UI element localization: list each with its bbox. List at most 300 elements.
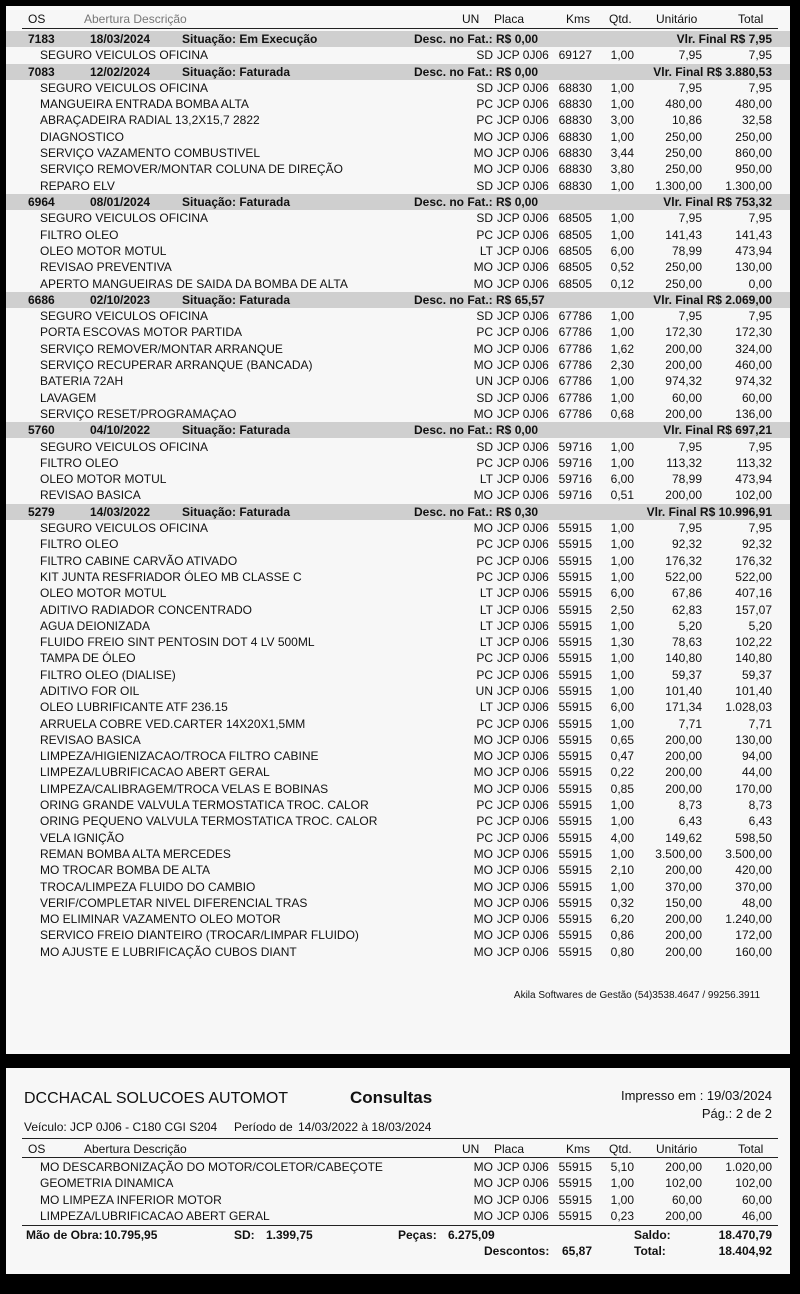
item-km: 55915 [558, 1193, 592, 1207]
item-km: 68830 [558, 113, 592, 127]
item-qty: 3,00 [610, 113, 634, 127]
item-unit: MO [473, 260, 493, 274]
item-km: 67786 [558, 407, 592, 421]
table-row [6, 210, 790, 226]
item-description: FILTRO OLEO [40, 228, 119, 242]
item-description: SERVIÇO REMOVER/MONTAR COLUNA DE DIREÇÃO [40, 162, 343, 176]
item-total: 974,32 [735, 374, 772, 388]
item-total: 160,00 [735, 945, 772, 959]
item-unit-price: 200,00 [665, 912, 702, 926]
table-row [6, 227, 790, 243]
item-qty: 4,00 [610, 831, 634, 845]
table-row [6, 406, 790, 422]
col-qtd: Qtd. [609, 1142, 632, 1156]
item-total: 860,00 [735, 146, 772, 160]
item-total: 141,43 [735, 228, 772, 242]
item-total: 480,00 [735, 97, 772, 111]
item-description: LIMPEZA/HIGIENIZACAO/TROCA FILTRO CABINE [40, 749, 319, 763]
item-unit: MO [473, 896, 493, 910]
item-km: 55915 [558, 1176, 592, 1190]
page-number: Pág.: 2 de 2 [701, 1106, 772, 1121]
table-row [6, 813, 790, 829]
item-description: MO ELIMINAR VAZAMENTO OLEO MOTOR [40, 912, 281, 926]
item-plate: JCP 0J06 [497, 48, 549, 62]
item-unit-price: 78,63 [671, 635, 702, 649]
order-final-value: Vlr. Final R$ 10.996,91 [646, 505, 772, 519]
item-total: 420,00 [735, 863, 772, 877]
order-final-value: Vlr. Final R$ 7,95 [676, 32, 772, 46]
order-header [6, 64, 790, 80]
item-unit-price: 7,95 [678, 81, 702, 95]
item-unit-price: 522,00 [665, 570, 702, 584]
table-row [6, 667, 790, 683]
report-title: Consultas [350, 1088, 433, 1107]
item-total: 6,43 [748, 814, 772, 828]
item-qty: 1,00 [610, 798, 634, 812]
table-row [6, 471, 790, 487]
item-plate: JCP 0J06 [497, 1160, 549, 1174]
item-unit-price: 67,86 [671, 586, 702, 600]
order-header [6, 292, 790, 308]
item-description: SEGURO VEICULOS OFICINA [40, 81, 209, 95]
item-km: 67786 [558, 374, 592, 388]
item-qty: 1,00 [610, 325, 634, 339]
item-km: 68830 [558, 130, 592, 144]
item-qty: 1,00 [610, 684, 634, 698]
item-total: 92,32 [741, 537, 772, 551]
item-qty: 1,00 [610, 81, 634, 95]
item-km: 55915 [558, 782, 592, 796]
item-km: 69127 [558, 48, 592, 62]
item-plate: JCP 0J06 [497, 179, 549, 193]
table-row [6, 1175, 790, 1191]
item-unit: PC [476, 537, 493, 551]
order-discount: Desc. no Fat.: R$ 0,00 [414, 65, 539, 79]
item-unit-price: 176,32 [665, 554, 702, 568]
item-description: ARRUELA COBRE VED.CARTER 14X20X1,5MM [40, 717, 306, 731]
item-total: 176,32 [735, 554, 772, 568]
report-page-1 [6, 6, 790, 1054]
table-row [6, 895, 790, 911]
item-unit: PC [476, 831, 493, 845]
item-plate: JCP 0J06 [497, 407, 549, 421]
table-row [6, 683, 790, 699]
order-date: 02/10/2023 [90, 293, 151, 307]
item-total: 32,58 [741, 113, 772, 127]
item-plate: JCP 0J06 [497, 342, 549, 356]
item-qty: 2,30 [610, 358, 634, 372]
item-km: 55915 [558, 668, 592, 682]
order-number: 6686 [28, 293, 55, 307]
item-qty: 1,00 [610, 668, 634, 682]
item-qty: 2,50 [610, 603, 634, 617]
item-description: FILTRO CABINE CARVÃO ATIVADO [40, 554, 238, 568]
order-header [6, 422, 790, 438]
item-plate: JCP 0J06 [497, 1193, 549, 1207]
item-unit-price: 6,43 [678, 814, 702, 828]
item-unit-price: 102,00 [665, 1176, 702, 1190]
item-unit-price: 200,00 [665, 863, 702, 877]
item-unit: SD [476, 440, 493, 454]
item-qty: 1,00 [610, 456, 634, 470]
item-description: GEOMETRIA DINAMICA [40, 1176, 174, 1190]
item-km: 55915 [558, 945, 592, 959]
order-discount: Desc. no Fat.: R$ 0,00 [414, 195, 539, 209]
item-qty: 1,00 [610, 48, 634, 62]
software-footer: Akila Softwares de Gestão (54)3538.4647 / 99256.3911 [513, 990, 760, 1001]
item-description: REMAN BOMBA ALTA MERCEDES [40, 847, 231, 861]
table-row [6, 112, 790, 128]
item-unit: MO [473, 765, 493, 779]
item-qty: 6,20 [610, 912, 634, 926]
divider [22, 1138, 778, 1139]
order-status: Situação: Em Execução [182, 32, 318, 46]
item-unit-price: 3.500,00 [655, 847, 702, 861]
item-km: 55915 [558, 733, 592, 747]
table-row [6, 145, 790, 161]
item-km: 59716 [558, 440, 592, 454]
item-total: 7,95 [748, 211, 772, 225]
order-date: 12/02/2024 [90, 65, 151, 79]
table-row [6, 243, 790, 259]
item-unit-price: 200,00 [665, 1160, 702, 1174]
table-row [6, 1208, 790, 1224]
item-unit-price: 171,34 [665, 700, 702, 714]
item-description: KIT JUNTA RESFRIADOR ÓLEO MB CLASSE C [40, 570, 302, 584]
item-total: 7,95 [748, 521, 772, 535]
table-row [6, 634, 790, 650]
item-description: SERVIÇO VAZAMENTO COMBUSTIVEL [40, 146, 261, 160]
item-km: 55915 [558, 651, 592, 665]
sd-label: SD: [234, 1228, 255, 1242]
item-total: 130,00 [735, 260, 772, 274]
order-status: Situação: Faturada [182, 195, 291, 209]
item-unit-price: 1.300,00 [655, 179, 702, 193]
item-unit: MO [473, 1193, 493, 1207]
item-km: 55915 [558, 521, 592, 535]
item-unit-price: 200,00 [665, 358, 702, 372]
item-description: SEGURO VEICULOS OFICINA [40, 521, 209, 535]
table-row [6, 47, 790, 63]
item-qty: 0,47 [610, 749, 634, 763]
item-km: 68830 [558, 81, 592, 95]
item-unit-price: 7,95 [678, 48, 702, 62]
item-description: REVISAO BASICA [40, 733, 141, 747]
order-status: Situação: Faturada [182, 423, 291, 437]
item-description: FILTRO OLEO (DIALISE) [40, 668, 176, 682]
table-row [6, 748, 790, 764]
item-unit: SD [476, 211, 493, 225]
item-plate: JCP 0J06 [497, 749, 549, 763]
item-total: 60,00 [741, 1193, 772, 1207]
item-qty: 0,51 [610, 488, 634, 502]
item-description: FLUIDO FREIO SINT PENTOSIN DOT 4 LV 500ML [40, 635, 315, 649]
item-qty: 1,00 [610, 521, 634, 535]
item-unit: PC [476, 717, 493, 731]
item-km: 55915 [558, 554, 592, 568]
item-plate: JCP 0J06 [497, 488, 549, 502]
table-row [6, 455, 790, 471]
item-km: 68505 [558, 260, 592, 274]
col-total: Total [738, 12, 764, 26]
order-number: 5760 [28, 423, 55, 437]
item-unit-price: 8,73 [678, 798, 702, 812]
item-plate: JCP 0J06 [497, 684, 549, 698]
item-total: 324,00 [735, 342, 772, 356]
table-row [6, 308, 790, 324]
item-unit-price: 200,00 [665, 407, 702, 421]
item-km: 55915 [558, 700, 592, 714]
item-total: 102,00 [735, 1176, 772, 1190]
item-total: 370,00 [735, 880, 772, 894]
item-unit-price: 7,95 [678, 440, 702, 454]
item-description: VELA IGNIÇÃO [40, 831, 125, 845]
item-qty: 0,65 [610, 733, 634, 747]
item-description: ORING PEQUENO VALVULA TERMOSTATICA TROC. CALOR [40, 814, 378, 828]
item-total: 1.028,03 [725, 700, 772, 714]
col-desc: Abertura Descrição [84, 1142, 187, 1156]
item-plate: JCP 0J06 [497, 244, 549, 258]
item-km: 55915 [558, 537, 592, 551]
item-plate: JCP 0J06 [497, 1209, 549, 1223]
item-qty: 0,85 [610, 782, 634, 796]
table-row [6, 797, 790, 813]
item-plate: JCP 0J06 [497, 765, 549, 779]
item-description: BATERIA 72AH [40, 374, 124, 388]
col-kms: Kms [566, 12, 590, 26]
order-final-value: Vlr. Final R$ 3.880,53 [653, 65, 772, 79]
table-row [6, 276, 790, 292]
item-qty: 1,00 [610, 814, 634, 828]
item-unit-price: 250,00 [665, 162, 702, 176]
order-date: 04/10/2022 [90, 423, 151, 437]
item-qty: 5,10 [610, 1160, 634, 1174]
item-unit: MO [473, 847, 493, 861]
item-plate: JCP 0J06 [497, 277, 549, 291]
order-date: 14/03/2022 [90, 505, 151, 519]
item-km: 55915 [558, 1209, 592, 1223]
item-description: LIMPEZA/LUBRIFICACAO ABERT GERAL [40, 1209, 270, 1223]
table-row [6, 569, 790, 585]
item-qty: 6,00 [610, 244, 634, 258]
item-unit: LT [479, 244, 493, 258]
item-description: FILTRO OLEO [40, 537, 119, 551]
col-unit: Unitário [656, 1142, 698, 1156]
item-unit: MO [473, 358, 493, 372]
item-unit-price: 150,00 [665, 896, 702, 910]
item-description: REVISAO PREVENTIVA [40, 260, 172, 274]
col-os: OS [28, 12, 46, 26]
item-description: LIMPEZA/LUBRIFICACAO ABERT GERAL [40, 765, 270, 779]
item-qty: 3,44 [610, 146, 634, 160]
item-unit-price: 7,95 [678, 211, 702, 225]
item-unit: LT [479, 603, 493, 617]
item-qty: 0,32 [610, 896, 634, 910]
col-total: Total [738, 1142, 764, 1156]
item-total: 101,40 [735, 684, 772, 698]
item-plate: JCP 0J06 [497, 928, 549, 942]
item-unit-price: 60,00 [671, 1193, 702, 1207]
item-km: 55915 [558, 863, 592, 877]
item-km: 55915 [558, 684, 592, 698]
vehicle-info: Veículo: JCP 0J06 - C180 CGI S204 [24, 1120, 218, 1134]
order-number: 6964 [28, 195, 55, 209]
item-total: 113,32 [736, 456, 772, 470]
order-date: 08/01/2024 [90, 195, 151, 209]
item-unit: MO [473, 407, 493, 421]
item-unit-price: 250,00 [665, 146, 702, 160]
report-page-2 [6, 1068, 790, 1274]
item-unit: PC [476, 228, 493, 242]
item-unit: PC [476, 651, 493, 665]
item-plate: JCP 0J06 [497, 228, 549, 242]
item-plate: JCP 0J06 [497, 945, 549, 959]
item-description: SEGURO VEICULOS OFICINA [40, 48, 209, 62]
item-unit-price: 101,40 [665, 684, 702, 698]
table-row [6, 716, 790, 732]
col-placa: Placa [494, 1142, 525, 1156]
item-km: 68505 [558, 244, 592, 258]
item-plate: JCP 0J06 [497, 700, 549, 714]
item-unit: UN [475, 684, 493, 698]
item-description: ABRAÇADEIRA RADIAL 13,2X15,7 2822 [40, 113, 260, 127]
order-discount: Desc. no Fat.: R$ 0,00 [414, 423, 539, 437]
item-unit: LT [479, 700, 493, 714]
table-row [6, 439, 790, 455]
item-km: 55915 [558, 1160, 592, 1174]
item-qty: 1,00 [610, 717, 634, 731]
table-row [6, 1159, 790, 1175]
item-description: OLEO LUBRIFICANTE ATF 236.15 [40, 700, 228, 714]
item-description: SERVIÇO RESET/PROGRAMAÇAO [40, 407, 237, 421]
item-description: MO LIMPEZA INFERIOR MOTOR [40, 1193, 222, 1207]
item-description: AGUA DEIONIZADA [40, 619, 151, 633]
table-row [6, 357, 790, 373]
item-qty: 1,00 [610, 374, 634, 388]
item-qty: 0,86 [610, 928, 634, 942]
item-unit: MO [473, 945, 493, 959]
table-row [6, 390, 790, 406]
table-row [6, 618, 790, 634]
item-plate: JCP 0J06 [497, 440, 549, 454]
table-row [6, 585, 790, 601]
item-plate: JCP 0J06 [497, 113, 549, 127]
item-plate: JCP 0J06 [497, 472, 549, 486]
item-km: 67786 [558, 325, 592, 339]
item-plate: JCP 0J06 [497, 847, 549, 861]
item-unit: PC [476, 97, 493, 111]
item-total: 950,00 [735, 162, 772, 176]
col-desc: Abertura Descrição [84, 12, 187, 26]
item-total: 7,71 [748, 717, 772, 731]
total-value: 18.404,92 [718, 1244, 772, 1258]
item-plate: JCP 0J06 [497, 130, 549, 144]
item-total: 130,00 [735, 733, 772, 747]
table-row [6, 373, 790, 389]
item-description: ADITIVO RADIADOR CONCENTRADO [40, 603, 253, 617]
item-qty: 1,00 [610, 211, 634, 225]
item-plate: JCP 0J06 [497, 717, 549, 731]
item-qty: 6,00 [610, 472, 634, 486]
column-header-row [6, 1141, 790, 1157]
item-km: 55915 [558, 928, 592, 942]
order-final-value: Vlr. Final R$ 753,32 [663, 195, 772, 209]
item-unit: MO [473, 521, 493, 535]
order-number: 5279 [28, 505, 55, 519]
item-total: 8,73 [748, 798, 772, 812]
col-un: UN [462, 12, 480, 26]
col-os: OS [28, 1142, 46, 1156]
item-qty: 6,00 [610, 586, 634, 600]
item-km: 55915 [558, 847, 592, 861]
item-unit-price: 200,00 [665, 1209, 702, 1223]
item-unit: SD [476, 48, 493, 62]
item-unit: SD [476, 391, 493, 405]
item-unit: MO [473, 162, 493, 176]
item-km: 55915 [558, 586, 592, 600]
item-description: OLEO MOTOR MOTUL [40, 244, 167, 258]
table-row [6, 553, 790, 569]
item-plate: JCP 0J06 [497, 97, 549, 111]
table-row [6, 1192, 790, 1208]
item-km: 68830 [558, 179, 592, 193]
item-km: 68830 [558, 146, 592, 160]
item-unit: PC [476, 798, 493, 812]
item-plate: JCP 0J06 [497, 554, 549, 568]
item-unit: LT [479, 586, 493, 600]
order-final-value: Vlr. Final R$ 2.069,00 [653, 293, 772, 307]
item-km: 67786 [558, 391, 592, 405]
item-plate: JCP 0J06 [497, 782, 549, 796]
item-total: 157,07 [735, 603, 772, 617]
item-unit-price: 200,00 [665, 342, 702, 356]
item-km: 55915 [558, 765, 592, 779]
item-km: 55915 [558, 912, 592, 926]
item-unit: MO [473, 1209, 493, 1223]
item-qty: 1,00 [610, 847, 634, 861]
item-km: 67786 [558, 309, 592, 323]
table-row [6, 80, 790, 96]
item-total: 7,95 [748, 81, 772, 95]
item-km: 55915 [558, 814, 592, 828]
order-discount: Desc. no Fat.: R$ 0,30 [414, 505, 539, 519]
col-unit: Unitário [656, 12, 698, 26]
labor-label: Mão de Obra: [26, 1228, 103, 1242]
divider [22, 28, 778, 29]
item-description: SERVICO FREIO DIANTEIRO (TROCAR/LIMPAR FLUIDO) [40, 928, 359, 942]
item-unit: MO [473, 1176, 493, 1190]
item-unit: PC [476, 456, 493, 470]
item-unit-price: 250,00 [665, 277, 702, 291]
table-row [6, 650, 790, 666]
item-plate: JCP 0J06 [497, 896, 549, 910]
item-unit-price: 250,00 [665, 260, 702, 274]
item-plate: JCP 0J06 [497, 358, 549, 372]
item-description: VERIF/COMPLETAR NIVEL DIFERENCIAL TRAS [40, 896, 308, 910]
item-km: 68505 [558, 277, 592, 291]
item-qty: 1,62 [610, 342, 634, 356]
item-unit-price: 200,00 [665, 749, 702, 763]
parts-label: Peças: [398, 1228, 437, 1242]
item-total: 7,95 [748, 48, 772, 62]
item-unit: PC [476, 325, 493, 339]
table-row [6, 879, 790, 895]
item-plate: JCP 0J06 [497, 374, 549, 388]
order-discount: Desc. no Fat.: R$ 0,00 [414, 32, 539, 46]
item-plate: JCP 0J06 [497, 733, 549, 747]
table-row [6, 862, 790, 878]
item-unit-price: 200,00 [665, 928, 702, 942]
